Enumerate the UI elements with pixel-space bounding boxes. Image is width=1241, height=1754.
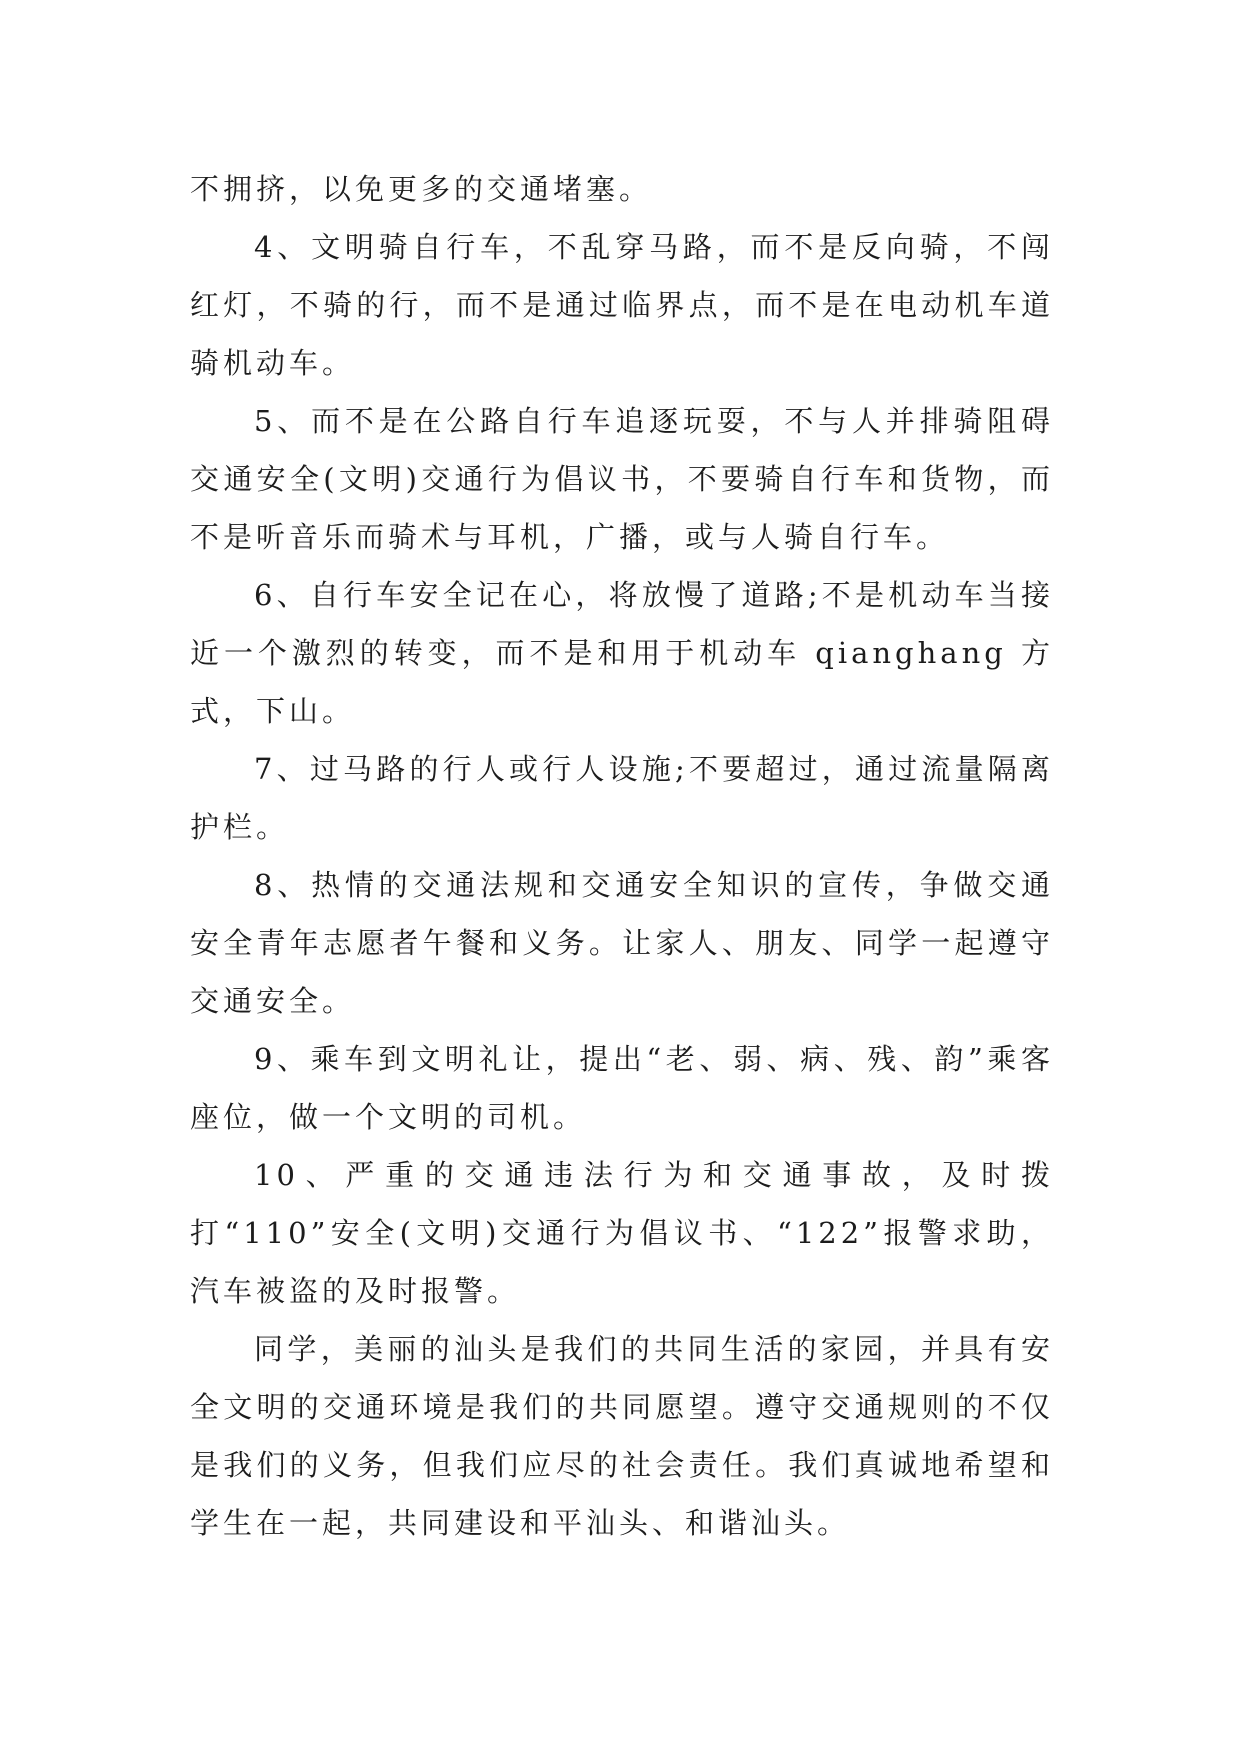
- paragraph-item-5: 5、而不是在公路自行车追逐玩耍，不与人并排骑阻碍交通安全(文明)交通行为倡议书，不要骑自行车和货物，而不是听音乐而骑术与耳机，广播，或与人骑自行车。: [190, 404, 1054, 554]
- paragraph-item-7: 7、过马路的行人或行人设施;不要超过，通过流量隔离护栏。: [190, 752, 1054, 844]
- paragraph-item-10: 10、严重的交通违法行为和交通事故，及时拨打“110”安全(文明)交通行为倡议书、“122”报警求助，汽车被盗的及时报警。: [190, 1158, 1054, 1308]
- document-body: [190, 160, 1054, 1552]
- paragraph-item-4: 4、文明骑自行车，不乱穿马路，而不是反向骑，不闯红灯，不骑的行，而不是通过临界点，而不是在电动机车道骑机动车。: [190, 230, 1054, 380]
- paragraph-item-8: 8、热情的交通法规和交通安全知识的宣传，争做交通安全青年志愿者午餐和义务。让家人、朋友、同学一起遵守交通安全。: [190, 868, 1054, 1018]
- paragraph-item-9: 9、乘车到文明礼让，提出“老、弱、病、残、韵”乘客座位，做一个文明的司机。: [190, 1042, 1054, 1134]
- paragraph-continuation: 不拥挤，以免更多的交通堵塞。: [190, 172, 653, 206]
- paragraph-closing: 同学，美丽的汕头是我们的共同生活的家园，并具有安全文明的交通环境是我们的共同愿望。遵守交通规则的不仅是我们的义务，但我们应尽的社会责任。我们真诚地希望和学生在一起，共同建设和平汕头、和谐汕头。: [190, 1332, 1054, 1540]
- paragraph-item-6: 6、自行车安全记在心，将放慢了道路;不是机动车当接近一个激烈的转变，而不是和用于机动车 qianghang 方式，下山。: [190, 578, 1054, 728]
